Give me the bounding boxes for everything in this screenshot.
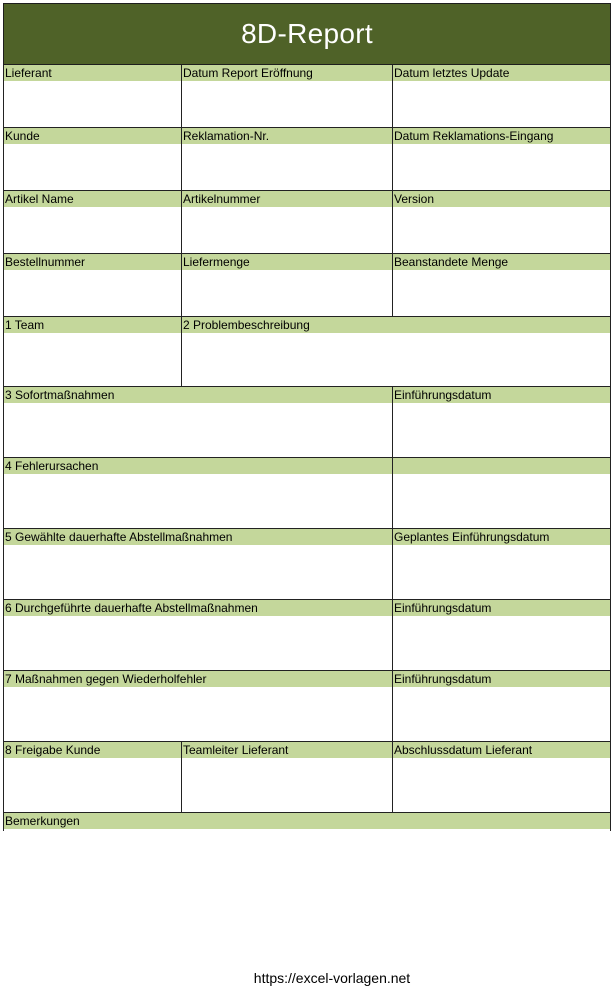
field-label: Bestellnummer xyxy=(4,254,181,270)
field-label: Lieferant xyxy=(4,65,181,81)
field-value[interactable] xyxy=(393,545,610,599)
field-label: Einführungsdatum xyxy=(393,387,610,403)
field-kunde[interactable] xyxy=(3,128,181,191)
field-value[interactable] xyxy=(182,333,610,386)
footer-url[interactable]: https://excel-vorlagen.net xyxy=(253,970,411,986)
field-value[interactable] xyxy=(4,333,181,386)
field-datum-reklamations-eingang[interactable] xyxy=(392,128,611,191)
field-label: 7 Maßnahmen gegen Wiederholfehler xyxy=(4,671,392,687)
field-label: 3 Sofortmaßnahmen xyxy=(4,387,392,403)
field-label: Einführungsdatum xyxy=(393,671,610,687)
field-label: Beanstandete Menge xyxy=(393,254,610,270)
field-value[interactable] xyxy=(4,144,181,190)
field-value[interactable] xyxy=(393,403,610,457)
field-label: Artikel Name xyxy=(4,191,181,207)
field-label: Kunde xyxy=(4,128,181,144)
field-value[interactable] xyxy=(4,474,392,528)
field-datum-report-eroeffnung[interactable] xyxy=(181,65,392,128)
report-title: 8D-Report xyxy=(3,3,611,65)
field-value[interactable] xyxy=(393,270,610,316)
field-label: 6 Durchgeführte dauerhafte Abstellmaßnahmen xyxy=(4,600,392,616)
field-label: Datum Report Eröffnung xyxy=(182,65,392,81)
field-label: Bemerkungen xyxy=(4,813,610,829)
field-fehlerursachen[interactable] xyxy=(3,458,392,529)
field-label: Geplantes Einführungsdatum xyxy=(393,529,610,545)
field-value[interactable] xyxy=(393,687,610,741)
field-label: 5 Gewählte dauerhafte Abstellmaßnahmen xyxy=(4,529,392,545)
field-value[interactable] xyxy=(4,403,392,457)
field-value[interactable] xyxy=(4,270,181,316)
field-value[interactable] xyxy=(182,270,392,316)
field-liefermenge[interactable] xyxy=(181,254,392,317)
field-label: 8 Freigabe Kunde xyxy=(4,742,181,758)
field-value[interactable] xyxy=(393,144,610,190)
field-label: Liefermenge xyxy=(182,254,392,270)
field-artikel-name[interactable] xyxy=(3,191,181,254)
field-value[interactable] xyxy=(4,829,610,831)
field-geplantes-einfuehrungsdatum[interactable] xyxy=(392,529,611,600)
field-value[interactable] xyxy=(393,207,610,253)
field-beanstandete-menge[interactable] xyxy=(392,254,611,317)
field-label: Datum Reklamations-Eingang xyxy=(393,128,610,144)
field-team[interactable] xyxy=(3,317,181,387)
field-einfuehrungsdatum-6[interactable] xyxy=(392,600,611,671)
report-sheet xyxy=(3,3,611,831)
field-value[interactable] xyxy=(393,758,610,812)
field-label: Version xyxy=(393,191,610,207)
field-label: 1 Team xyxy=(4,317,181,333)
field-value[interactable] xyxy=(182,144,392,190)
field-value[interactable] xyxy=(4,81,181,127)
field-freigabe-kunde[interactable] xyxy=(3,742,181,813)
field-problembeschreibung[interactable] xyxy=(181,317,611,387)
field-sofortmassnahmen[interactable] xyxy=(3,387,392,458)
field-label: 2 Problembeschreibung xyxy=(182,317,610,333)
field-einfuehrungsdatum-7[interactable] xyxy=(392,671,611,742)
field-label: Teamleiter Lieferant xyxy=(182,742,392,758)
field-label: Datum letztes Update xyxy=(393,65,610,81)
field-value[interactable] xyxy=(393,81,610,127)
field-label: Reklamation-Nr. xyxy=(182,128,392,144)
field-value[interactable] xyxy=(4,687,392,741)
field-reklamation-nr[interactable] xyxy=(181,128,392,191)
field-label: Einführungsdatum xyxy=(393,600,610,616)
field-artikelnummer[interactable] xyxy=(181,191,392,254)
field-version[interactable] xyxy=(392,191,611,254)
field-einfuehrungsdatum-3[interactable] xyxy=(392,387,611,458)
field-value[interactable] xyxy=(4,207,181,253)
field-bemerkungen[interactable] xyxy=(3,813,611,831)
field-value[interactable] xyxy=(182,81,392,127)
field-lieferant[interactable] xyxy=(3,65,181,128)
field-durchgefuehrte-abstellmassnahmen[interactable] xyxy=(3,600,392,671)
field-value[interactable] xyxy=(4,758,181,812)
field-label: Artikelnummer xyxy=(182,191,392,207)
field-value[interactable] xyxy=(4,616,392,670)
field-gewaehlte-abstellmassnahmen[interactable] xyxy=(3,529,392,600)
field-value[interactable] xyxy=(393,474,610,528)
field-value[interactable] xyxy=(182,758,392,812)
field-fehlerursachen-extra[interactable] xyxy=(392,458,611,529)
field-value[interactable] xyxy=(4,545,392,599)
report-grid xyxy=(3,65,611,831)
field-teamleiter-lieferant[interactable] xyxy=(181,742,392,813)
field-value[interactable] xyxy=(182,207,392,253)
field-label: Abschlussdatum Lieferant xyxy=(393,742,610,758)
field-datum-letztes-update[interactable] xyxy=(392,65,611,128)
field-label: 4 Fehlerursachen xyxy=(4,458,392,474)
field-value[interactable] xyxy=(393,616,610,670)
field-massnahmen-wiederholfehler[interactable] xyxy=(3,671,392,742)
field-abschlussdatum-lieferant[interactable] xyxy=(392,742,611,813)
field-bestellnummer[interactable] xyxy=(3,254,181,317)
field-label xyxy=(393,458,610,474)
